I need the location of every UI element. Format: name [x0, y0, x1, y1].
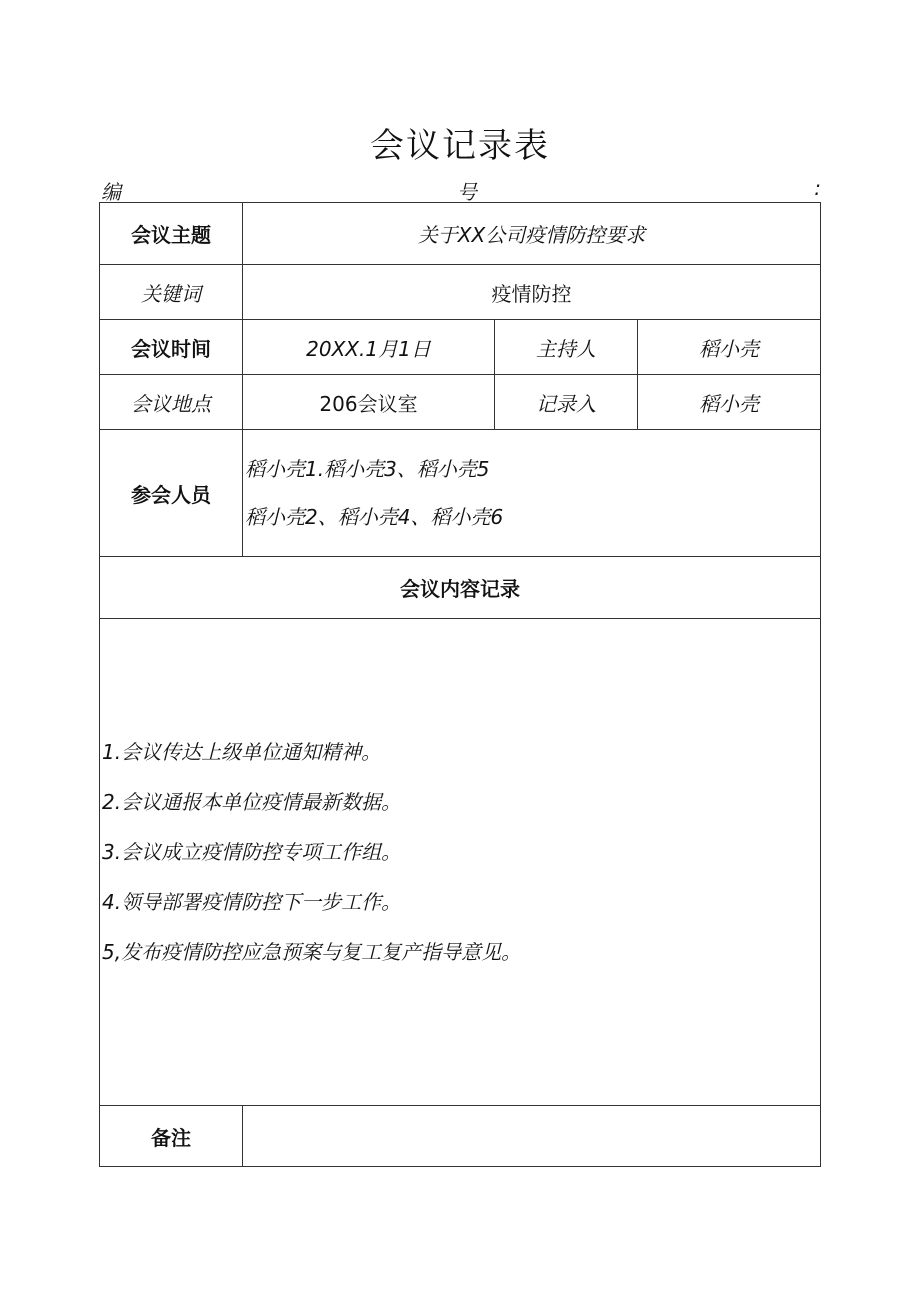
remarks-value [243, 1106, 821, 1167]
row-content-header [100, 557, 821, 619]
document-number-line [101, 176, 821, 202]
row-attendees [100, 430, 821, 557]
meeting-record-table [99, 202, 821, 1167]
content-item: 5,发布疫情防控应急预案与复工复产指导意见。 [102, 940, 522, 964]
content-item: 3.会议成立疫情防控专项工作组。 [102, 840, 402, 864]
attendees-value [243, 430, 821, 557]
attendees-line: 稻小壳1.稻小壳3、稻小壳5 [245, 457, 490, 481]
topic-value: 关于XX公司疫情防控要求 [243, 203, 821, 265]
recorder-label: 记录入 [495, 375, 638, 430]
number-label-colon: : [814, 176, 821, 200]
row-location-recorder [100, 375, 821, 430]
row-keywords [100, 265, 821, 320]
time-value: 20XX.1月1日 [243, 320, 495, 375]
host-value: 稻小壳 [638, 320, 821, 375]
content-list [100, 619, 820, 985]
keywords-value: 疫情防控 [243, 265, 821, 320]
number-label-part-1: 编 [101, 180, 121, 204]
content-header: 会议内容记录 [100, 557, 821, 619]
content-area [100, 619, 821, 1106]
recorder-value: 稻小壳 [638, 375, 821, 430]
time-label: 会议时间 [100, 320, 243, 375]
attendees-line: 稻小壳2、稻小壳4、稻小壳6 [245, 505, 504, 529]
content-item: 2.会议通报本单位疫情最新数据。 [102, 790, 402, 814]
host-label: 主持人 [495, 320, 638, 375]
location-value: 206会议室 [243, 375, 495, 430]
content-item: 4.领导部署疫情防控下一步工作。 [102, 890, 402, 914]
topic-label: 会议主题 [100, 203, 243, 265]
page-title: 会议记录表 [370, 126, 550, 166]
row-time-host [100, 320, 821, 375]
row-topic [100, 203, 821, 265]
row-content [100, 619, 821, 1106]
attendees-label: 参会人员 [100, 430, 243, 557]
number-label-part-2: 号 [457, 180, 477, 204]
keywords-label: 关键词 [100, 265, 243, 320]
row-remarks [100, 1106, 821, 1167]
content-item: 1.会议传达上级单位通知精神。 [102, 740, 382, 764]
location-label: 会议地点 [100, 375, 243, 430]
remarks-label: 备注 [100, 1106, 243, 1167]
